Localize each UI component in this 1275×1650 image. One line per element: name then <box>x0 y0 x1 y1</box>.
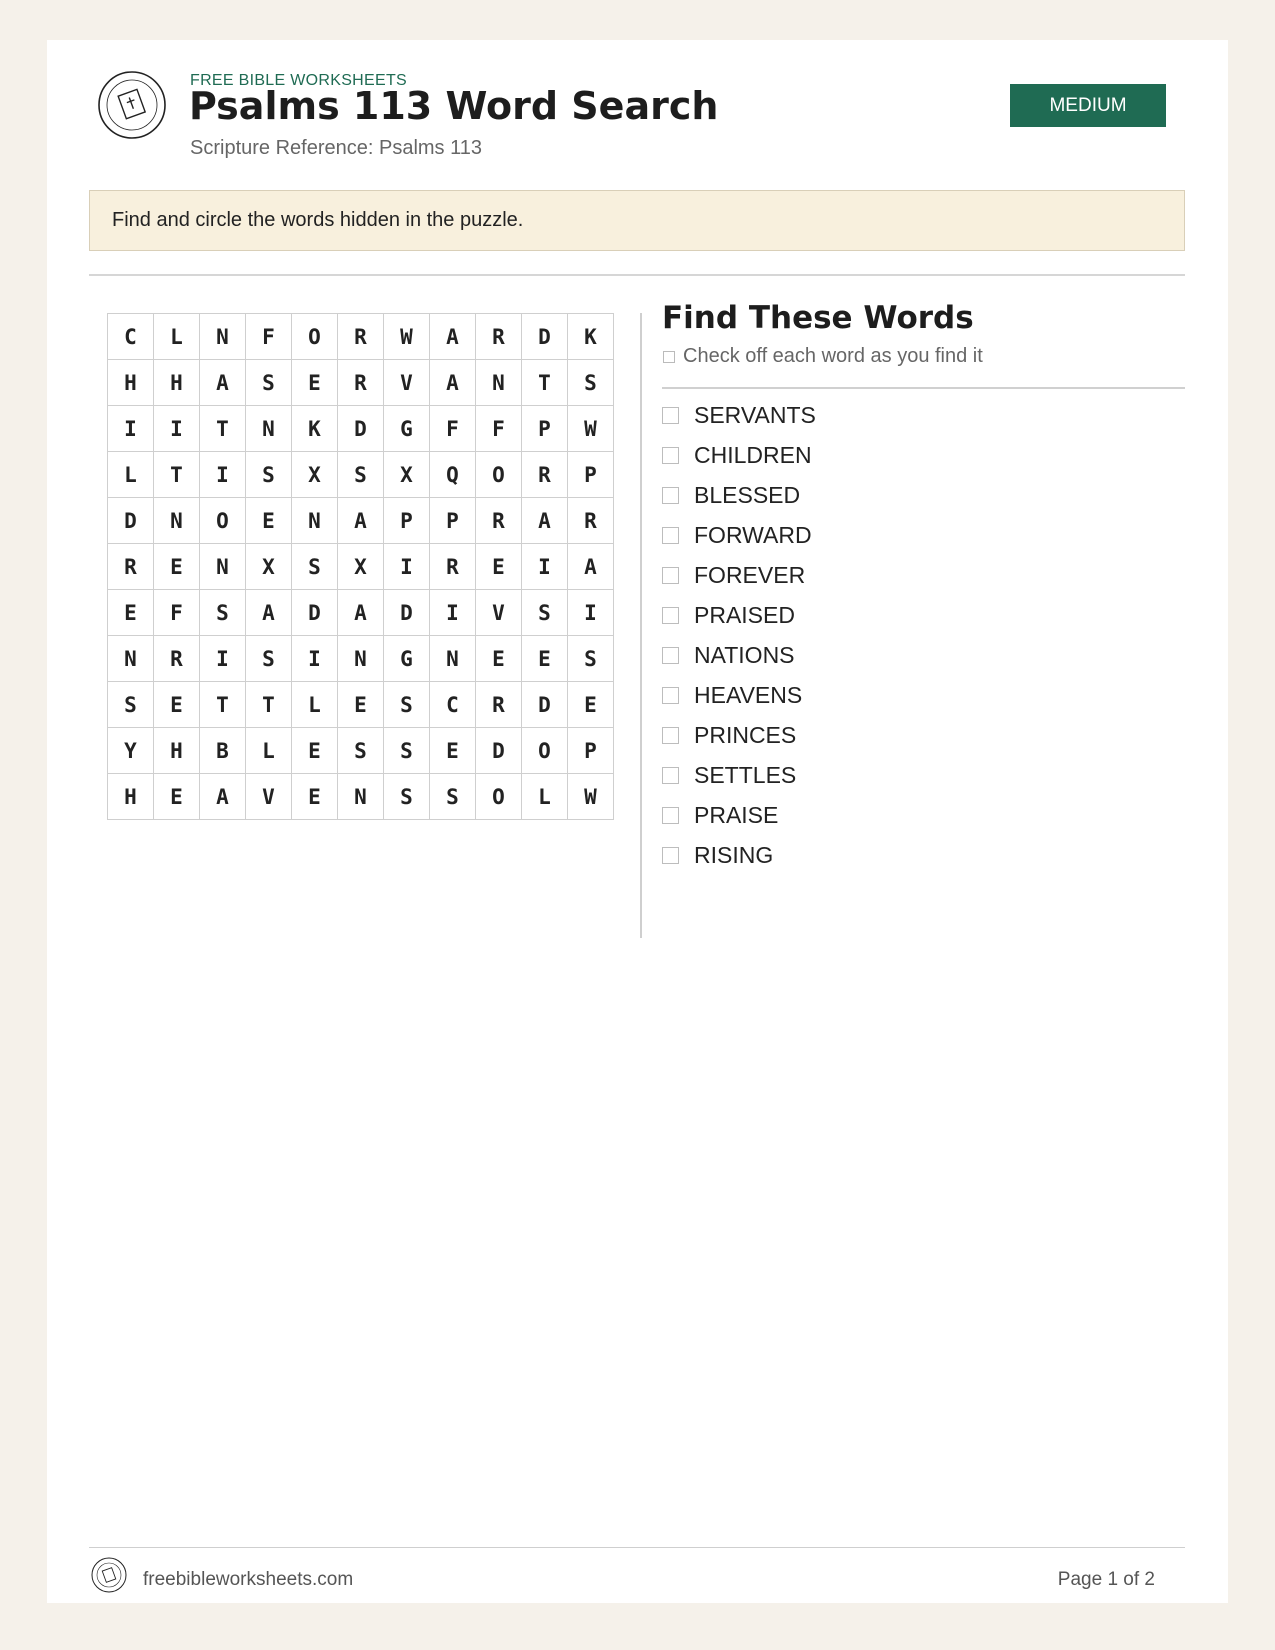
grid-cell[interactable]: R <box>108 544 154 590</box>
grid-cell[interactable]: A <box>568 544 614 590</box>
word-label: FOREVER <box>694 561 806 588</box>
grid-cell[interactable]: G <box>384 636 430 682</box>
word-list-item <box>662 835 816 875</box>
word-checkbox[interactable] <box>662 487 679 504</box>
word-checkbox[interactable] <box>662 727 679 744</box>
word-list-item <box>662 715 816 755</box>
grid-cell[interactable]: I <box>292 636 338 682</box>
grid-cell[interactable]: H <box>154 728 200 774</box>
grid-cell[interactable]: K <box>292 406 338 452</box>
grid-cell[interactable]: A <box>430 360 476 406</box>
grid-cell[interactable]: L <box>154 314 200 360</box>
words-hint-text: Check off each word as you find it <box>683 345 983 367</box>
grid-cell[interactable]: E <box>568 682 614 728</box>
grid-cell[interactable]: Y <box>108 728 154 774</box>
word-list-item <box>662 755 816 795</box>
page-number: Page 1 of 2 <box>1057 1569 1155 1590</box>
words-divider <box>662 387 1185 389</box>
grid-row <box>108 636 614 682</box>
grid-cell[interactable]: N <box>246 406 292 452</box>
words-panel-title: Find These Words <box>662 300 974 336</box>
word-label: RISING <box>694 841 774 868</box>
grid-cell[interactable]: D <box>522 314 568 360</box>
grid-cell[interactable]: I <box>568 590 614 636</box>
grid-cell[interactable]: P <box>522 406 568 452</box>
grid-cell[interactable]: O <box>200 498 246 544</box>
grid-cell[interactable]: L <box>522 774 568 820</box>
word-label: NATIONS <box>694 641 795 668</box>
grid-cell[interactable]: R <box>338 360 384 406</box>
word-checkbox[interactable] <box>662 527 679 544</box>
word-list <box>662 395 816 875</box>
word-label: PRINCES <box>694 721 797 748</box>
grid-cell[interactable]: V <box>384 360 430 406</box>
worksheet-page <box>47 40 1228 1603</box>
footer-logo-icon <box>91 1557 127 1593</box>
grid-cell[interactable]: I <box>108 406 154 452</box>
grid-cell[interactable]: C <box>108 314 154 360</box>
grid-cell[interactable]: H <box>108 360 154 406</box>
grid-row <box>108 544 614 590</box>
word-list-item <box>662 635 816 675</box>
grid-cell[interactable]: C <box>430 682 476 728</box>
footer-divider <box>89 1547 1185 1548</box>
word-checkbox[interactable] <box>662 567 679 584</box>
word-checkbox[interactable] <box>662 647 679 664</box>
grid-cell[interactable]: A <box>338 498 384 544</box>
grid-cell[interactable]: E <box>338 682 384 728</box>
grid-cell[interactable]: E <box>476 636 522 682</box>
grid-cell[interactable]: D <box>108 498 154 544</box>
grid-cell[interactable]: R <box>476 682 522 728</box>
grid-cell[interactable]: O <box>292 314 338 360</box>
grid-cell[interactable]: H <box>108 774 154 820</box>
word-checkbox[interactable] <box>662 607 679 624</box>
grid-cell[interactable]: A <box>522 498 568 544</box>
grid-cell[interactable]: E <box>476 544 522 590</box>
word-list-item <box>662 595 816 635</box>
grid-row <box>108 682 614 728</box>
word-checkbox[interactable] <box>662 407 679 424</box>
grid-cell[interactable]: N <box>430 636 476 682</box>
grid-cell[interactable]: I <box>522 544 568 590</box>
word-list-item <box>662 515 816 555</box>
word-label: HEAVENS <box>694 681 803 708</box>
checkbox-icon <box>663 351 675 363</box>
grid-cell[interactable]: N <box>200 314 246 360</box>
grid-cell[interactable]: W <box>568 774 614 820</box>
grid-cell[interactable]: A <box>430 314 476 360</box>
grid-cell[interactable]: F <box>246 314 292 360</box>
grid-cell[interactable]: V <box>476 590 522 636</box>
grid-cell[interactable]: S <box>108 682 154 728</box>
footer-site: freebibleworksheets.com <box>143 1569 354 1590</box>
grid-cell[interactable]: S <box>384 728 430 774</box>
grid-cell[interactable]: X <box>384 452 430 498</box>
grid-cell[interactable]: E <box>292 728 338 774</box>
grid-cell[interactable]: F <box>154 590 200 636</box>
grid-cell[interactable]: X <box>292 452 338 498</box>
grid-cell[interactable]: V <box>246 774 292 820</box>
word-list-item <box>662 555 816 595</box>
grid-cell[interactable]: S <box>384 774 430 820</box>
word-checkbox[interactable] <box>662 767 679 784</box>
word-checkbox[interactable] <box>662 847 679 864</box>
grid-row <box>108 360 614 406</box>
grid-cell[interactable]: S <box>338 452 384 498</box>
grid-cell[interactable]: R <box>522 452 568 498</box>
word-label: BLESSED <box>694 481 801 508</box>
grid-cell[interactable]: S <box>246 452 292 498</box>
grid-cell[interactable]: R <box>338 314 384 360</box>
grid-row <box>108 728 614 774</box>
grid-cell[interactable]: D <box>384 590 430 636</box>
grid-cell[interactable]: T <box>154 452 200 498</box>
grid-row <box>108 452 614 498</box>
grid-cell[interactable]: D <box>476 728 522 774</box>
grid-cell[interactable]: S <box>384 682 430 728</box>
instructions-box <box>89 190 1185 251</box>
grid-cell[interactable]: E <box>154 774 200 820</box>
grid-cell[interactable]: L <box>108 452 154 498</box>
grid-cell[interactable]: F <box>476 406 522 452</box>
grid-cell[interactable]: L <box>292 682 338 728</box>
page-title: Psalms 113 Word Search <box>189 84 719 128</box>
grid-cell[interactable]: N <box>338 636 384 682</box>
grid-row <box>108 314 614 360</box>
grid-cell[interactable]: N <box>200 544 246 590</box>
vertical-divider <box>640 313 642 938</box>
brand-name: FREE BIBLE WORKSHEETS <box>190 72 408 89</box>
grid-cell[interactable]: O <box>476 774 522 820</box>
grid-cell[interactable]: D <box>338 406 384 452</box>
grid-cell[interactable]: I <box>200 452 246 498</box>
grid-cell[interactable]: D <box>522 682 568 728</box>
grid-cell[interactable]: R <box>430 544 476 590</box>
grid-row <box>108 590 614 636</box>
grid-cell[interactable]: E <box>292 360 338 406</box>
grid-row <box>108 498 614 544</box>
words-hint <box>663 345 983 368</box>
grid-cell[interactable]: E <box>430 728 476 774</box>
grid-cell[interactable]: E <box>292 774 338 820</box>
instructions-text: Find and circle the words hidden in the puzzle. <box>112 209 524 231</box>
word-label: SERVANTS <box>694 401 816 428</box>
grid-cell[interactable]: E <box>154 682 200 728</box>
grid-cell[interactable]: R <box>154 636 200 682</box>
grid-cell[interactable]: I <box>384 544 430 590</box>
word-label: FORWARD <box>694 521 812 548</box>
grid-cell[interactable]: N <box>154 498 200 544</box>
grid-cell[interactable]: E <box>154 544 200 590</box>
word-label: PRAISE <box>694 801 779 828</box>
grid-row <box>108 774 614 820</box>
word-checkbox[interactable] <box>662 807 679 824</box>
grid-cell[interactable]: A <box>246 590 292 636</box>
grid-cell[interactable]: O <box>522 728 568 774</box>
grid-cell[interactable]: A <box>200 774 246 820</box>
grid-cell[interactable]: I <box>200 636 246 682</box>
grid-cell[interactable]: T <box>246 682 292 728</box>
grid-cell[interactable]: X <box>338 544 384 590</box>
grid-cell[interactable]: T <box>200 406 246 452</box>
grid-cell[interactable]: N <box>108 636 154 682</box>
grid-cell[interactable]: D <box>292 590 338 636</box>
grid-cell[interactable]: P <box>384 498 430 544</box>
grid-cell[interactable]: W <box>568 406 614 452</box>
divider <box>89 274 1185 276</box>
grid-cell[interactable]: S <box>522 590 568 636</box>
grid-cell[interactable]: N <box>338 774 384 820</box>
word-label: CHILDREN <box>694 441 812 468</box>
grid-cell[interactable]: E <box>108 590 154 636</box>
word-list-item <box>662 475 816 515</box>
grid-cell[interactable]: N <box>476 360 522 406</box>
grid-cell[interactable]: Q <box>430 452 476 498</box>
word-label: PRAISED <box>694 601 795 628</box>
grid-cell[interactable]: R <box>476 498 522 544</box>
grid-cell[interactable]: S <box>246 636 292 682</box>
difficulty-badge: MEDIUM <box>1010 84 1166 127</box>
grid-cell[interactable]: R <box>568 498 614 544</box>
grid-cell[interactable]: S <box>338 728 384 774</box>
grid-cell[interactable]: P <box>568 452 614 498</box>
grid-cell[interactable]: N <box>292 498 338 544</box>
word-list-item <box>662 675 816 715</box>
grid-cell[interactable]: K <box>568 314 614 360</box>
scripture-reference: Scripture Reference: Psalms 113 <box>190 137 482 159</box>
grid-cell[interactable]: A <box>338 590 384 636</box>
grid-cell[interactable]: S <box>430 774 476 820</box>
word-checkbox[interactable] <box>662 447 679 464</box>
grid-cell[interactable]: E <box>522 636 568 682</box>
grid-cell[interactable]: R <box>476 314 522 360</box>
grid-cell[interactable]: H <box>154 360 200 406</box>
word-list-item <box>662 795 816 835</box>
grid-cell[interactable]: P <box>430 498 476 544</box>
grid-row <box>108 406 614 452</box>
grid-cell[interactable]: S <box>568 636 614 682</box>
grid-cell[interactable]: O <box>476 452 522 498</box>
grid-cell[interactable]: I <box>154 406 200 452</box>
grid-cell[interactable]: S <box>246 360 292 406</box>
word-checkbox[interactable] <box>662 687 679 704</box>
grid-cell[interactable]: P <box>568 728 614 774</box>
word-list-item <box>662 435 816 475</box>
grid-cell[interactable]: T <box>200 682 246 728</box>
grid-cell[interactable]: B <box>200 728 246 774</box>
grid-cell[interactable]: A <box>200 360 246 406</box>
grid-cell[interactable]: S <box>292 544 338 590</box>
grid-cell[interactable]: I <box>430 590 476 636</box>
grid-cell[interactable]: G <box>384 406 430 452</box>
grid-cell[interactable]: F <box>430 406 476 452</box>
grid-cell[interactable]: W <box>384 314 430 360</box>
grid-cell[interactable]: T <box>522 360 568 406</box>
word-search-grid <box>107 313 614 820</box>
grid-cell[interactable]: E <box>246 498 292 544</box>
grid-cell[interactable]: S <box>568 360 614 406</box>
grid-cell[interactable]: L <box>246 728 292 774</box>
grid-cell[interactable]: S <box>200 590 246 636</box>
word-list-item <box>662 395 816 435</box>
grid-cell[interactable]: X <box>246 544 292 590</box>
header <box>47 40 1228 180</box>
word-label: SETTLES <box>694 761 797 788</box>
logo-icon <box>97 70 167 140</box>
